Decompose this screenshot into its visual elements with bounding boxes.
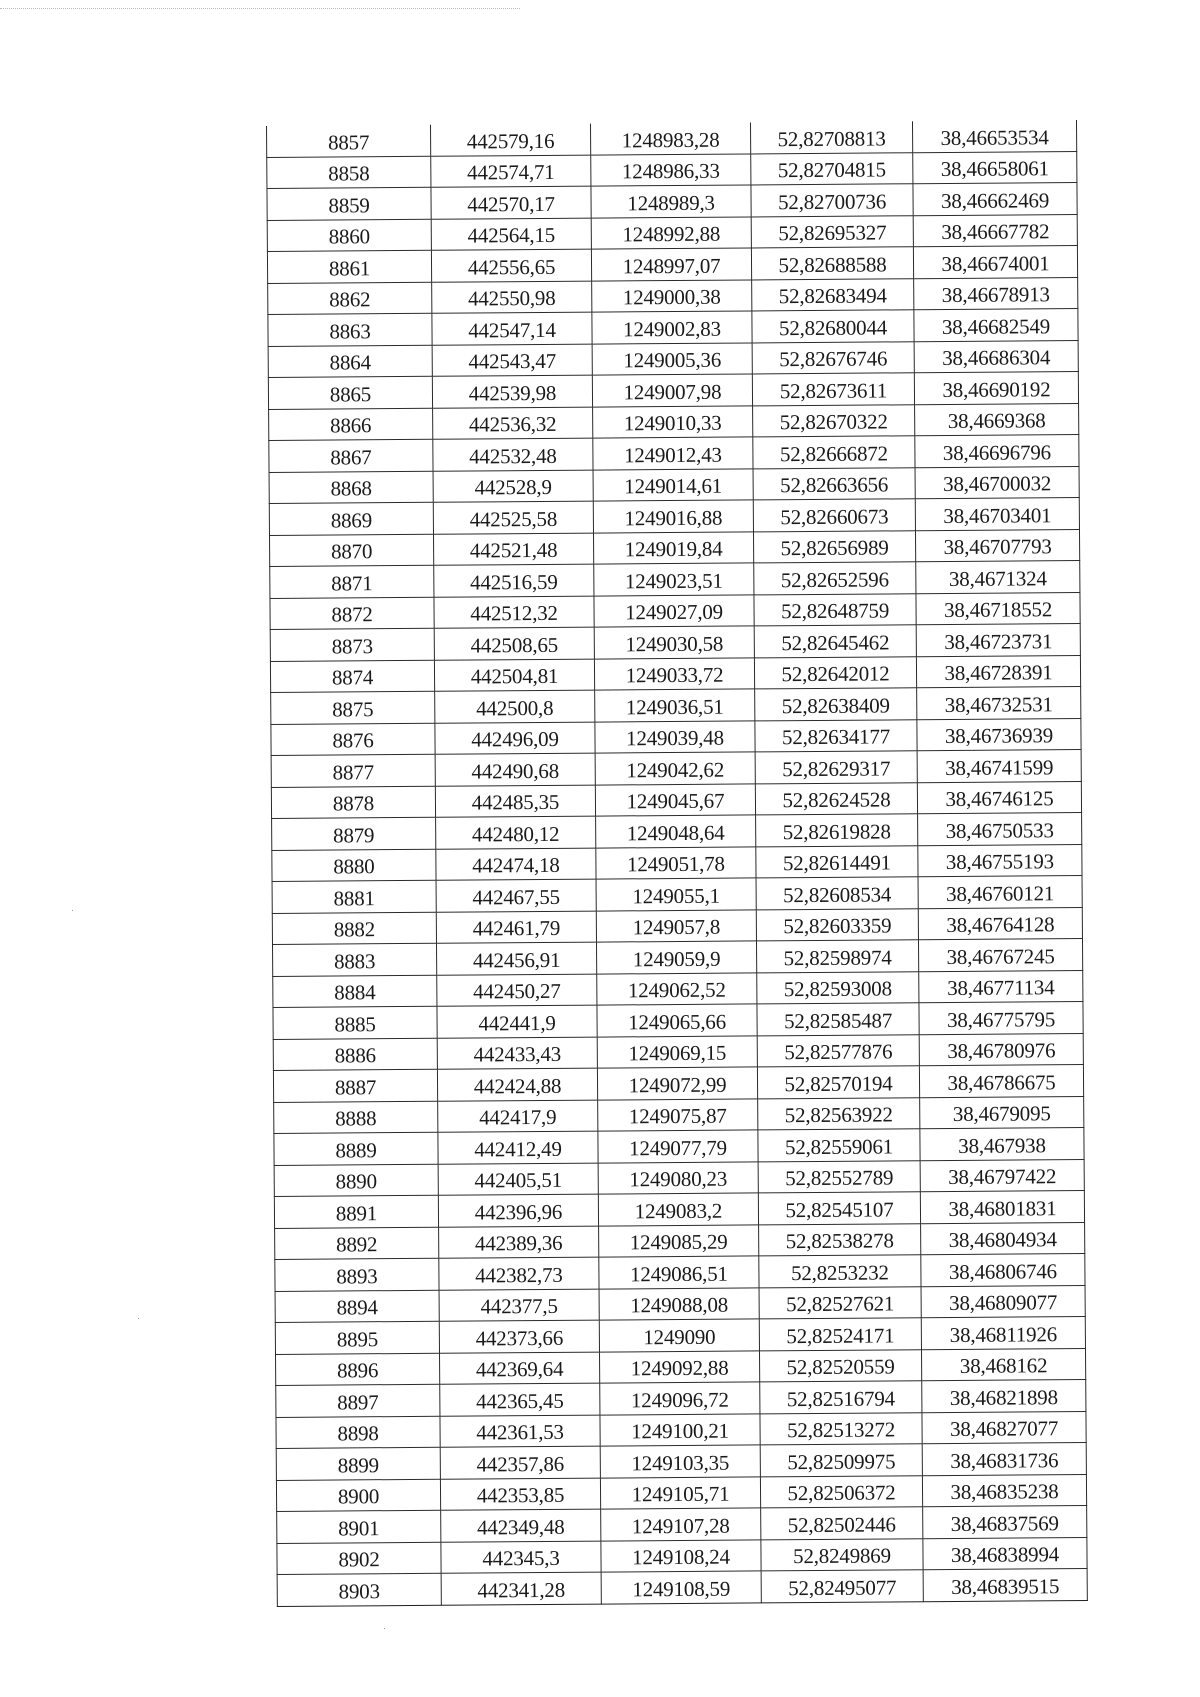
coordinate-table-container <box>266 120 1087 1606</box>
point-number-cell: 8884 <box>273 975 437 1008</box>
y-coordinate-cell: 1249019,84 <box>593 531 753 564</box>
table-row <box>267 246 1077 283</box>
table-row <box>274 1096 1084 1133</box>
y-coordinate-cell: 1249059,9 <box>596 941 756 974</box>
y-coordinate-cell: 1248992,88 <box>591 216 751 249</box>
point-number-cell: 8890 <box>274 1164 438 1197</box>
y-coordinate-cell: 1249075,87 <box>598 1098 758 1131</box>
latitude-cell: 52,82513272 <box>760 1412 922 1445</box>
x-coordinate-cell: 442389,36 <box>439 1226 599 1259</box>
point-number-cell: 8859 <box>267 187 431 220</box>
table-row <box>273 1033 1083 1070</box>
longitude-cell: 38,46662469 <box>913 183 1077 216</box>
y-coordinate-cell: 1249023,51 <box>594 563 754 596</box>
point-number-cell: 8867 <box>269 439 433 472</box>
latitude-cell: 52,82629317 <box>755 751 917 784</box>
latitude-cell: 52,82524171 <box>759 1318 921 1351</box>
table-row <box>277 1569 1087 1606</box>
x-coordinate-cell: 442417,9 <box>438 1100 598 1133</box>
table-row <box>272 876 1082 913</box>
latitude-cell: 52,82624528 <box>755 782 917 815</box>
longitude-cell: 38,46690192 <box>914 372 1078 405</box>
x-coordinate-cell: 442373,66 <box>439 1320 599 1353</box>
table-row <box>274 1128 1084 1165</box>
latitude-cell: 52,82656989 <box>753 530 915 563</box>
x-coordinate-cell: 442474,18 <box>436 848 596 881</box>
point-number-cell: 8865 <box>268 376 432 409</box>
y-coordinate-cell: 1249039,48 <box>595 720 755 753</box>
y-coordinate-cell: 1249092,88 <box>599 1350 759 1383</box>
longitude-cell: 38,46811926 <box>921 1317 1085 1350</box>
y-coordinate-cell: 1249065,66 <box>597 1004 757 1037</box>
point-number-cell: 8889 <box>274 1132 438 1165</box>
latitude-cell: 52,82708813 <box>750 121 912 153</box>
scan-artifact-line <box>0 8 520 9</box>
latitude-cell: 52,82570194 <box>757 1066 919 1099</box>
point-number-cell: 8900 <box>276 1479 440 1512</box>
y-coordinate-cell: 1249036,51 <box>595 689 755 722</box>
latitude-cell: 52,82634177 <box>755 719 917 752</box>
y-coordinate-cell: 1249096,72 <box>600 1382 760 1415</box>
longitude-cell: 38,46827077 <box>922 1411 1086 1444</box>
x-coordinate-cell: 442574,71 <box>431 155 591 188</box>
point-number-cell: 8862 <box>268 282 432 315</box>
x-coordinate-cell: 442382,73 <box>439 1257 599 1290</box>
table-row <box>271 687 1081 724</box>
latitude-cell: 52,82559061 <box>758 1129 920 1162</box>
longitude-cell: 38,46801831 <box>920 1191 1084 1224</box>
point-number-cell: 8897 <box>276 1384 440 1417</box>
table-row <box>275 1254 1085 1291</box>
point-number-cell: 8887 <box>273 1069 437 1102</box>
latitude-cell: 52,82614491 <box>756 845 918 878</box>
table-row <box>269 435 1079 472</box>
x-coordinate-cell: 442341,28 <box>441 1572 601 1605</box>
y-coordinate-cell: 1249010,33 <box>593 405 753 438</box>
table-row <box>273 1065 1083 1102</box>
point-number-cell: 8882 <box>272 912 436 945</box>
y-coordinate-cell: 1249005,36 <box>592 342 752 375</box>
y-coordinate-cell: 1249080,23 <box>598 1161 758 1194</box>
longitude-cell: 38,46771134 <box>919 970 1083 1003</box>
y-coordinate-cell: 1249108,24 <box>601 1539 761 1572</box>
latitude-cell: 52,82648759 <box>754 593 916 626</box>
longitude-cell: 38,46750533 <box>918 813 1082 846</box>
point-number-cell: 8894 <box>275 1290 439 1323</box>
point-number-cell: 8899 <box>276 1447 440 1480</box>
table-row <box>271 781 1081 818</box>
point-number-cell: 8871 <box>270 565 434 598</box>
point-number-cell: 8898 <box>276 1416 440 1449</box>
point-number-cell: 8881 <box>272 880 436 913</box>
x-coordinate-cell: 442349,48 <box>441 1509 601 1542</box>
coordinate-table-body <box>267 120 1088 1606</box>
point-number-cell: 8868 <box>269 471 433 504</box>
longitude-cell: 38,46837569 <box>923 1506 1087 1539</box>
longitude-cell: 38,46658061 <box>913 151 1077 184</box>
point-number-cell: 8863 <box>268 313 432 346</box>
longitude-cell: 38,46775795 <box>919 1002 1083 1035</box>
x-coordinate-cell: 442396,96 <box>438 1194 598 1227</box>
point-number-cell: 8870 <box>269 534 433 567</box>
table-row <box>273 970 1083 1007</box>
y-coordinate-cell: 1249105,71 <box>600 1476 760 1509</box>
x-coordinate-cell: 442508,65 <box>434 627 594 660</box>
x-coordinate-cell: 442467,55 <box>436 879 596 912</box>
point-number-cell: 8861 <box>267 250 431 283</box>
point-number-cell: 8864 <box>268 345 432 378</box>
latitude-cell: 52,82608534 <box>756 877 918 910</box>
x-coordinate-cell: 442377,5 <box>439 1289 599 1322</box>
longitude-cell: 38,46839515 <box>923 1569 1087 1602</box>
point-number-cell: 8878 <box>271 786 435 819</box>
latitude-cell: 52,82603359 <box>756 908 918 941</box>
latitude-cell: 52,82563922 <box>758 1097 920 1130</box>
y-coordinate-cell: 1248983,28 <box>590 122 750 154</box>
x-coordinate-cell: 442461,79 <box>436 911 596 944</box>
x-coordinate-cell: 442485,35 <box>435 785 595 818</box>
point-number-cell: 8869 <box>269 502 433 535</box>
x-coordinate-cell: 442550,98 <box>432 281 592 314</box>
x-coordinate-cell: 442547,14 <box>432 312 592 345</box>
x-coordinate-cell: 442450,27 <box>437 974 597 1007</box>
y-coordinate-cell: 1249048,64 <box>596 815 756 848</box>
longitude-cell: 38,46723731 <box>916 624 1080 657</box>
x-coordinate-cell: 442539,98 <box>432 375 592 408</box>
table-row <box>267 151 1077 188</box>
latitude-cell: 52,82593008 <box>757 971 919 1004</box>
x-coordinate-cell: 442456,91 <box>436 942 596 975</box>
point-number-cell: 8873 <box>270 628 434 661</box>
x-coordinate-cell: 442536,32 <box>433 407 593 440</box>
table-row <box>276 1380 1086 1417</box>
latitude-cell: 52,82700736 <box>751 184 913 217</box>
y-coordinate-cell: 1249069,15 <box>597 1035 757 1068</box>
table-row <box>272 939 1082 976</box>
latitude-cell: 52,82695327 <box>751 215 913 248</box>
y-coordinate-cell: 1249002,83 <box>592 311 752 344</box>
table-row <box>273 1002 1083 1039</box>
longitude-cell: 38,46732531 <box>917 687 1081 720</box>
x-coordinate-cell: 442564,15 <box>431 218 591 251</box>
x-coordinate-cell: 442528,9 <box>433 470 593 503</box>
y-coordinate-cell: 1249057,8 <box>596 909 756 942</box>
scan-speck <box>384 1628 385 1629</box>
point-number-cell: 8880 <box>272 849 436 882</box>
y-coordinate-cell: 1249055,1 <box>596 878 756 911</box>
table-row <box>269 498 1079 535</box>
table-row <box>270 655 1080 692</box>
longitude-cell: 38,46736939 <box>917 718 1081 751</box>
point-number-cell: 8876 <box>271 723 435 756</box>
x-coordinate-cell: 442357,86 <box>440 1446 600 1479</box>
latitude-cell: 52,82676746 <box>752 341 914 374</box>
point-number-cell: 8895 <box>275 1321 439 1354</box>
point-number-cell: 8875 <box>271 691 435 724</box>
y-coordinate-cell: 1249033,72 <box>594 657 754 690</box>
longitude-cell: 38,46804934 <box>921 1222 1085 1255</box>
latitude-cell: 52,82666872 <box>753 436 915 469</box>
x-coordinate-cell: 442424,88 <box>437 1068 597 1101</box>
y-coordinate-cell: 1249100,21 <box>600 1413 760 1446</box>
point-number-cell: 8877 <box>271 754 435 787</box>
latitude-cell: 52,82495077 <box>761 1570 923 1603</box>
x-coordinate-cell: 442433,43 <box>437 1037 597 1070</box>
latitude-cell: 52,82577876 <box>757 1034 919 1067</box>
table-row <box>268 340 1078 377</box>
latitude-cell: 52,82704815 <box>751 152 913 185</box>
x-coordinate-cell: 442579,16 <box>430 124 590 156</box>
latitude-cell: 52,82670322 <box>753 404 915 437</box>
table-row <box>277 1506 1087 1543</box>
longitude-cell: 38,46682549 <box>914 309 1078 342</box>
longitude-cell: 38,467938 <box>920 1128 1084 1161</box>
longitude-cell: 38,46741599 <box>917 750 1081 783</box>
x-coordinate-cell: 442353,85 <box>440 1478 600 1511</box>
table-row <box>267 214 1077 251</box>
longitude-cell: 38,46703401 <box>915 498 1079 531</box>
y-coordinate-cell: 1249007,98 <box>592 374 752 407</box>
x-coordinate-cell: 442345,3 <box>441 1541 601 1574</box>
latitude-cell: 52,82506372 <box>760 1475 922 1508</box>
y-coordinate-cell: 1249072,99 <box>597 1067 757 1100</box>
table-row <box>276 1348 1086 1385</box>
point-number-cell: 8874 <box>270 660 434 693</box>
point-number-cell: 8902 <box>277 1542 441 1575</box>
longitude-cell: 38,46760121 <box>918 876 1082 909</box>
longitude-cell: 38,46718552 <box>916 592 1080 625</box>
point-number-cell: 8872 <box>270 597 434 630</box>
latitude-cell: 52,82538278 <box>759 1223 921 1256</box>
latitude-cell: 52,8253232 <box>759 1255 921 1288</box>
y-coordinate-cell: 1249030,58 <box>594 626 754 659</box>
latitude-cell: 52,82673611 <box>752 373 914 406</box>
longitude-cell: 38,46755193 <box>918 844 1082 877</box>
latitude-cell: 52,82683494 <box>752 278 914 311</box>
longitude-cell: 38,46797422 <box>920 1159 1084 1192</box>
x-coordinate-cell: 442521,48 <box>433 533 593 566</box>
x-coordinate-cell: 442525,58 <box>433 501 593 534</box>
table-row <box>276 1411 1086 1448</box>
x-coordinate-cell: 442556,65 <box>431 249 591 282</box>
y-coordinate-cell: 1248989,3 <box>591 185 751 218</box>
latitude-cell: 52,82516794 <box>760 1381 922 1414</box>
y-coordinate-cell: 1249027,09 <box>594 594 754 627</box>
table-row <box>270 592 1080 629</box>
table-row <box>275 1285 1085 1322</box>
latitude-cell: 52,82680044 <box>752 310 914 343</box>
longitude-cell: 38,46838994 <box>923 1537 1087 1570</box>
point-number-cell: 8860 <box>267 219 431 252</box>
point-number-cell: 8885 <box>273 1006 437 1039</box>
y-coordinate-cell: 1249085,29 <box>599 1224 759 1257</box>
longitude-cell: 38,4679095 <box>920 1096 1084 1129</box>
longitude-cell: 38,46809077 <box>921 1285 1085 1318</box>
x-coordinate-cell: 442500,8 <box>435 690 595 723</box>
table-row <box>270 624 1080 661</box>
table-row <box>275 1317 1085 1354</box>
table-row <box>276 1443 1086 1480</box>
point-number-cell: 8903 <box>277 1573 441 1606</box>
latitude-cell: 52,82663656 <box>753 467 915 500</box>
table-row <box>269 529 1079 566</box>
y-coordinate-cell: 1249016,88 <box>593 500 753 533</box>
table-row <box>270 561 1080 598</box>
point-number-cell: 8858 <box>267 156 431 189</box>
longitude-cell: 38,46786675 <box>919 1065 1083 1098</box>
y-coordinate-cell: 1249083,2 <box>598 1193 758 1226</box>
latitude-cell: 52,82520559 <box>759 1349 921 1382</box>
table-row <box>268 277 1078 314</box>
longitude-cell: 38,46835238 <box>922 1474 1086 1507</box>
longitude-cell: 38,46674001 <box>913 246 1077 279</box>
point-number-cell: 8888 <box>274 1101 438 1134</box>
x-coordinate-cell: 442369,64 <box>439 1352 599 1385</box>
table-row <box>276 1474 1086 1511</box>
y-coordinate-cell: 1249086,51 <box>599 1256 759 1289</box>
longitude-cell: 38,4669368 <box>915 403 1079 436</box>
y-coordinate-cell: 1249014,61 <box>593 468 753 501</box>
y-coordinate-cell: 1248986,33 <box>591 153 751 186</box>
longitude-cell: 38,46707793 <box>915 529 1079 562</box>
coordinate-table <box>266 120 1088 1606</box>
latitude-cell: 52,82552789 <box>758 1160 920 1193</box>
table-row <box>272 844 1082 881</box>
x-coordinate-cell: 442480,12 <box>436 816 596 849</box>
table-row <box>272 907 1082 944</box>
y-coordinate-cell: 1249103,35 <box>600 1445 760 1478</box>
x-coordinate-cell: 442405,51 <box>438 1163 598 1196</box>
longitude-cell: 38,46728391 <box>916 655 1080 688</box>
table-row <box>272 813 1082 850</box>
y-coordinate-cell: 1249108,59 <box>601 1571 761 1604</box>
table-row <box>271 718 1081 755</box>
longitude-cell: 38,468162 <box>921 1348 1085 1381</box>
x-coordinate-cell: 442496,09 <box>435 722 595 755</box>
latitude-cell: 52,82527621 <box>759 1286 921 1319</box>
longitude-cell: 38,46696796 <box>915 435 1079 468</box>
x-coordinate-cell: 442512,32 <box>434 596 594 629</box>
point-number-cell: 8857 <box>267 125 431 157</box>
x-coordinate-cell: 442490,68 <box>435 753 595 786</box>
table-row <box>271 750 1081 787</box>
longitude-cell: 38,46806746 <box>921 1254 1085 1287</box>
longitude-cell: 38,46686304 <box>914 340 1078 373</box>
x-coordinate-cell: 442361,53 <box>440 1415 600 1448</box>
x-coordinate-cell: 442504,81 <box>434 659 594 692</box>
latitude-cell: 52,8249869 <box>761 1538 923 1571</box>
y-coordinate-cell: 1249042,62 <box>595 752 755 785</box>
point-number-cell: 8883 <box>272 943 436 976</box>
latitude-cell: 52,82585487 <box>757 1003 919 1036</box>
table-row <box>268 309 1078 346</box>
point-number-cell: 8901 <box>277 1510 441 1543</box>
longitude-cell: 38,46821898 <box>922 1380 1086 1413</box>
point-number-cell: 8891 <box>274 1195 438 1228</box>
point-number-cell: 8866 <box>269 408 433 441</box>
table-row <box>274 1191 1084 1228</box>
point-number-cell: 8886 <box>273 1038 437 1071</box>
scan-speck <box>138 1318 139 1319</box>
scan-speck <box>72 910 73 911</box>
y-coordinate-cell: 1249051,78 <box>596 846 756 879</box>
x-coordinate-cell: 442570,17 <box>431 186 591 219</box>
longitude-cell: 38,46831736 <box>922 1443 1086 1476</box>
longitude-cell: 38,46746125 <box>917 781 1081 814</box>
latitude-cell: 52,82619828 <box>756 814 918 847</box>
x-coordinate-cell: 442532,48 <box>433 438 593 471</box>
x-coordinate-cell: 442441,9 <box>437 1005 597 1038</box>
longitude-cell: 38,46780976 <box>919 1033 1083 1066</box>
longitude-cell: 38,46653534 <box>912 120 1076 152</box>
y-coordinate-cell: 1248997,07 <box>591 248 751 281</box>
latitude-cell: 52,82642012 <box>754 656 916 689</box>
longitude-cell: 38,46764128 <box>918 907 1082 940</box>
latitude-cell: 52,82509975 <box>760 1444 922 1477</box>
latitude-cell: 52,82502446 <box>761 1507 923 1540</box>
table-row <box>268 372 1078 409</box>
x-coordinate-cell: 442516,59 <box>434 564 594 597</box>
longitude-cell: 38,46700032 <box>915 466 1079 499</box>
x-coordinate-cell: 442543,47 <box>432 344 592 377</box>
y-coordinate-cell: 1249088,08 <box>599 1287 759 1320</box>
table-row <box>275 1222 1085 1259</box>
latitude-cell: 52,82688588 <box>751 247 913 280</box>
point-number-cell: 8893 <box>275 1258 439 1291</box>
latitude-cell: 52,82645462 <box>754 625 916 658</box>
table-row <box>269 466 1079 503</box>
point-number-cell: 8879 <box>272 817 436 850</box>
latitude-cell: 52,82660673 <box>753 499 915 532</box>
y-coordinate-cell: 1249045,67 <box>595 783 755 816</box>
y-coordinate-cell: 1249107,28 <box>601 1508 761 1541</box>
y-coordinate-cell: 1249012,43 <box>593 437 753 470</box>
latitude-cell: 52,82598974 <box>756 940 918 973</box>
longitude-cell: 38,46678913 <box>914 277 1078 310</box>
latitude-cell: 52,82652596 <box>754 562 916 595</box>
latitude-cell: 52,82638409 <box>755 688 917 721</box>
y-coordinate-cell: 1249000,38 <box>592 279 752 312</box>
latitude-cell: 52,82545107 <box>758 1192 920 1225</box>
y-coordinate-cell: 1249062,52 <box>597 972 757 1005</box>
point-number-cell: 8892 <box>275 1227 439 1260</box>
table-row <box>269 403 1079 440</box>
point-number-cell: 8896 <box>276 1353 440 1386</box>
y-coordinate-cell: 1249077,79 <box>598 1130 758 1163</box>
table-row <box>274 1159 1084 1196</box>
x-coordinate-cell: 442412,49 <box>438 1131 598 1164</box>
longitude-cell: 38,46767245 <box>918 939 1082 972</box>
x-coordinate-cell: 442365,45 <box>440 1383 600 1416</box>
y-coordinate-cell: 1249090 <box>599 1319 759 1352</box>
table-row <box>267 183 1077 220</box>
longitude-cell: 38,46667782 <box>913 214 1077 247</box>
table-row <box>277 1537 1087 1574</box>
longitude-cell: 38,4671324 <box>916 561 1080 594</box>
